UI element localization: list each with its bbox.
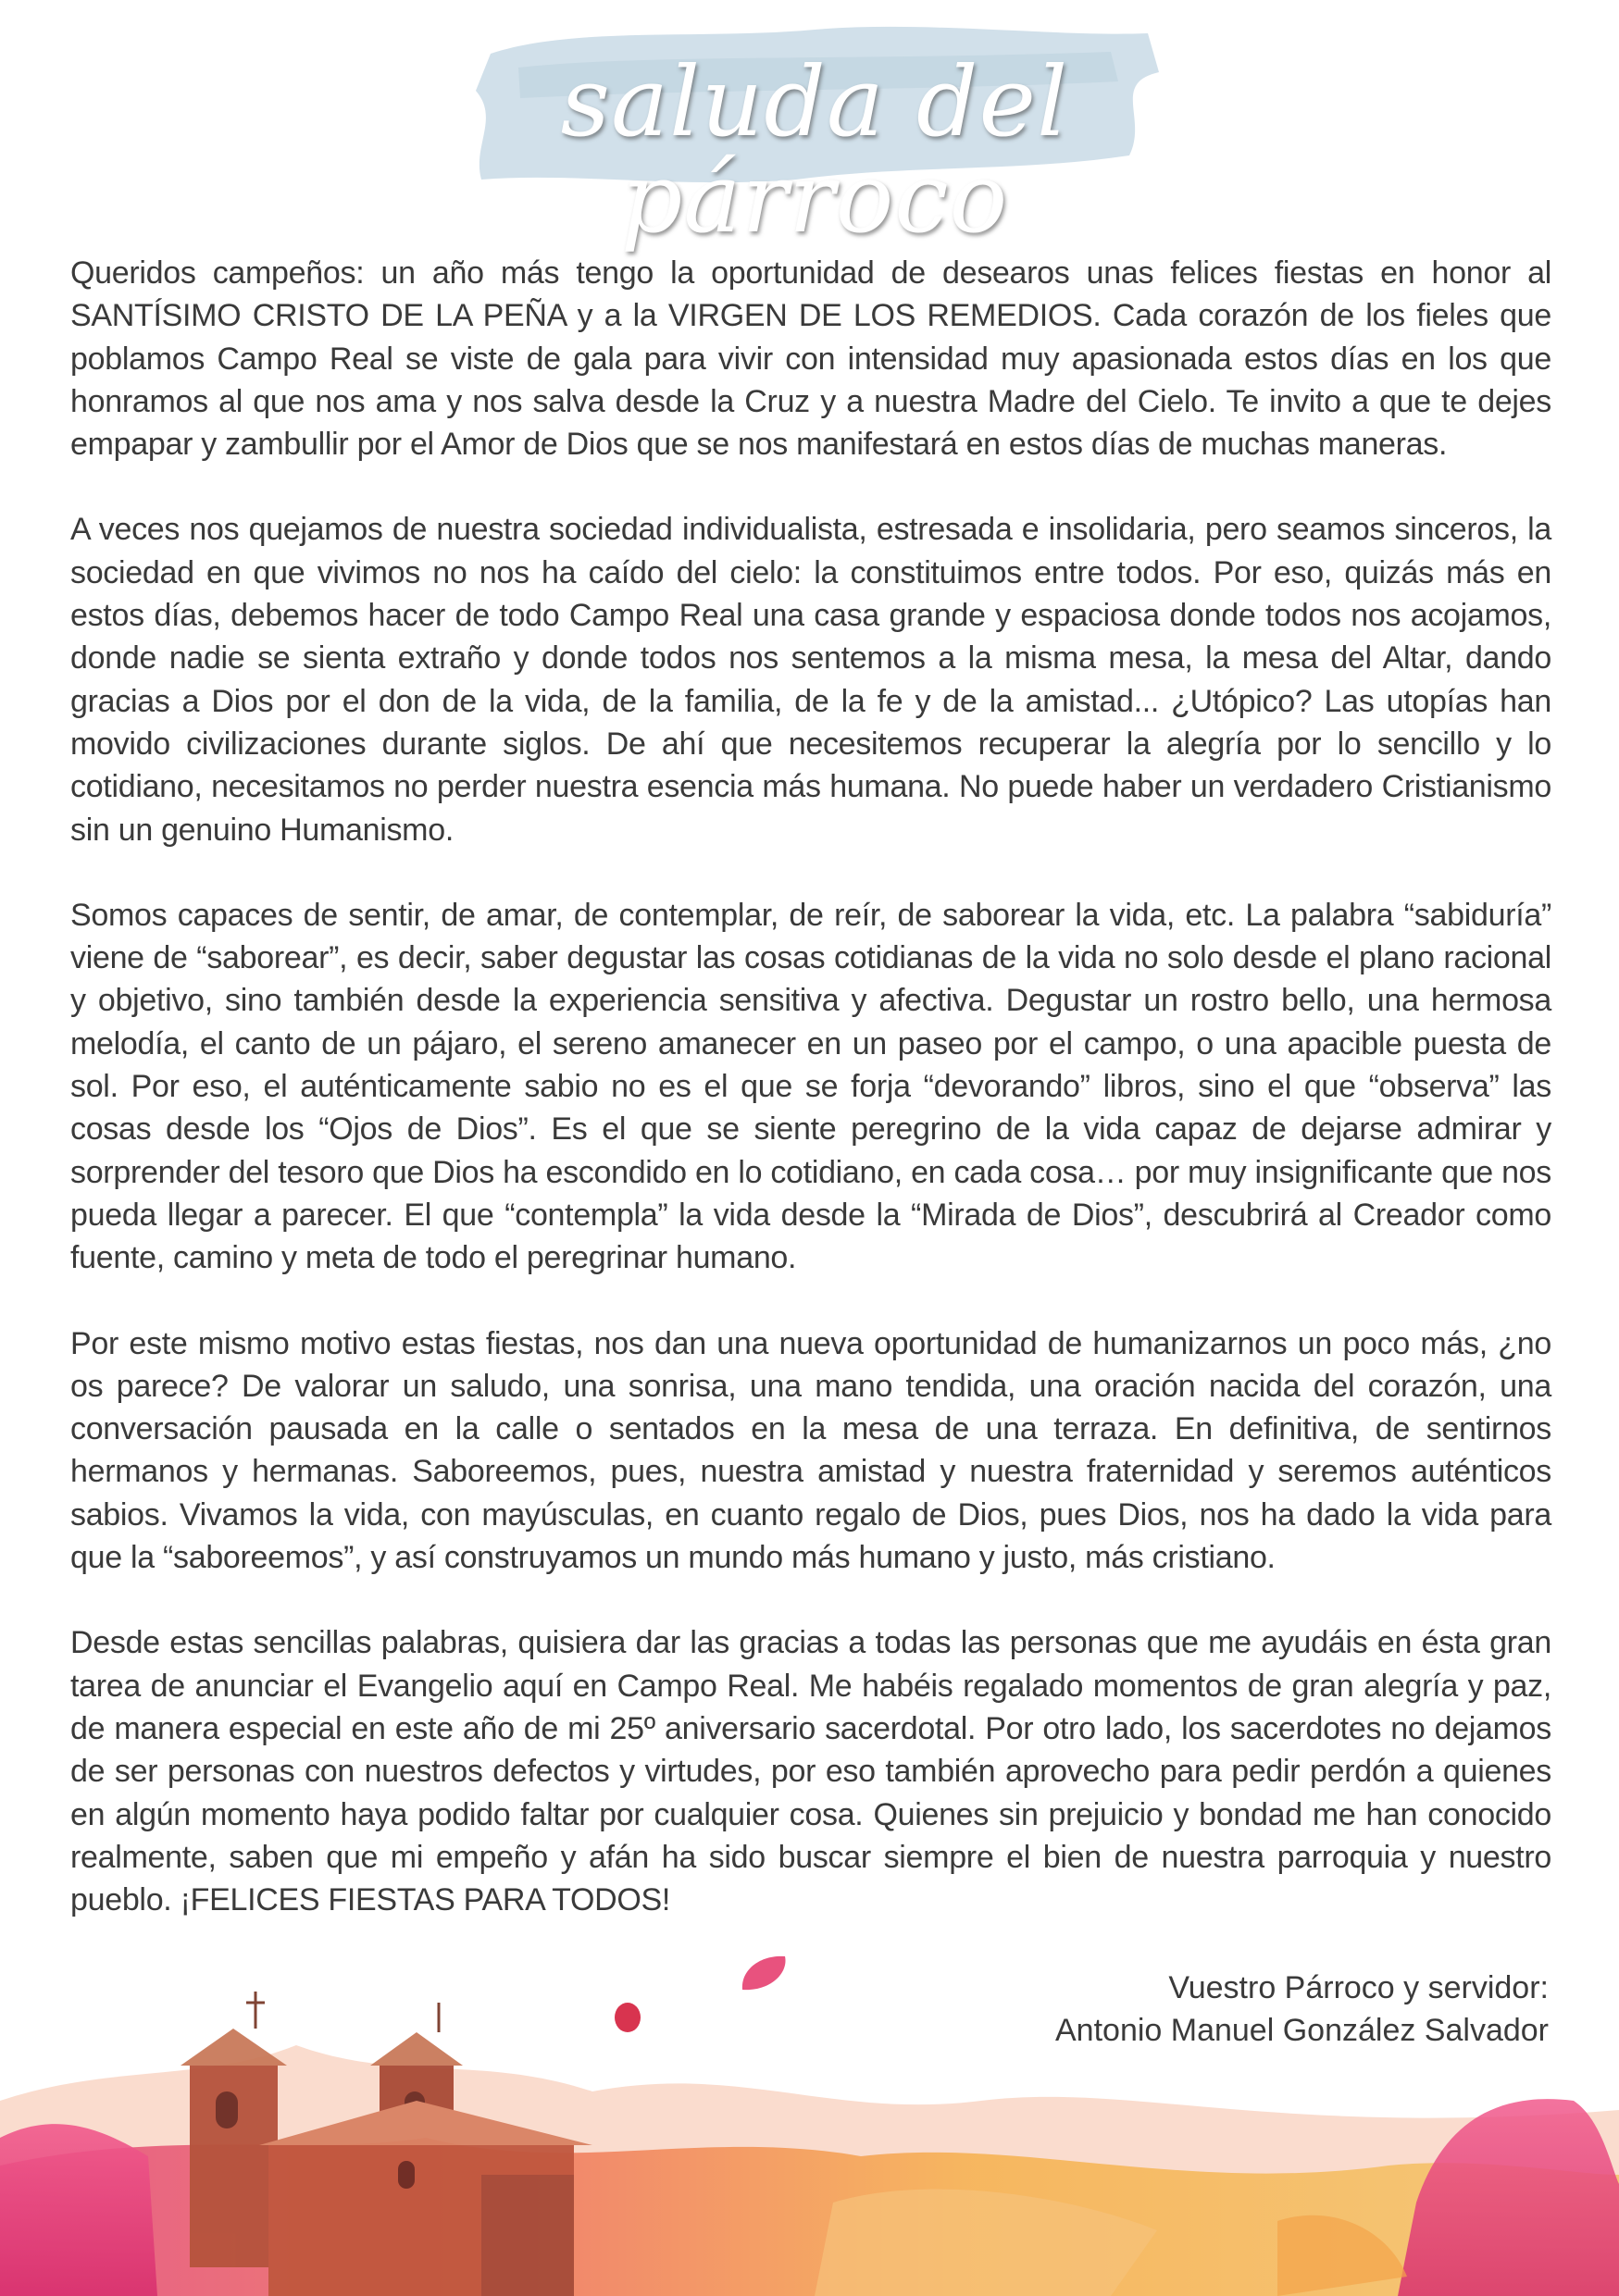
paragraph-4: Por este mismo motivo estas fiestas, nos dan una nueva oportunidad de humanizarnos un poco más, ¿no os parece? De valorar un saludo, una sonrisa, una mano tendida, una oración nacida del corazón, una conversación pausada en la calle o sentados en la mesa de una terraza. En definitiva, de sentirnos hermanos y hermanas. Saboreemos, pues, nuestra amistad y nuestra fraternidad y seremos auténticos sabios. Vivamos la vida, con mayúsculas, en cuanto regalo de Dios, pues Dios, nos ha dado la vida para que la “saboreemos”, y así construyamos un mundo más humano y justo, más cristiano. — [70, 1325, 1551, 1576]
paragraph-3: Somos capaces de sentir, de amar, de contemplar, de reír, de saborear la vida, etc. La palabra “sabiduría” viene de “saborear”, es decir, saber degustar las cosas cotidianas de la vida no solo desde el plano racional y objetivo, sino también desde la experiencia sensitiva y afectiva. Degustar un rostro bello, una hermosa melodía, el canto de un pájaro, el sereno amanecer en un paseo por el campo, o una apacible puesta de sol. Por eso, el auténticamente sabio no es el que se forja “devorando” libros, sino el que “observa” las cosas desde los “Ojos de Dios”. Es el que se siente peregrino de la vida capaz de dejarse admirar y sorprender del tesoro que Dios ha escondido en lo cotidiano, en cada cosa… por muy insignificante que nos pueda llegar a parecer. El que “contempla” la vida desde la “Mirada de Dios”, descubrirá al Creador como fuente, camino y meta de todo el peregrinar humano. — [70, 897, 1551, 1276]
signature-line-2: Antonio Manuel González Salvador — [1055, 2013, 1549, 2048]
page-title: saluda del párroco — [560, 45, 1069, 254]
paragraph-1: Queridos campeños: un año más tengo la oportunidad de desearos unas felices fiestas en honor al SANTÍSIMO CRISTO DE LA PEÑA y a la VIRGEN DE LOS REMEDIOS. Cada corazón de los fieles que poblamos Campo Real se viste de gala para vivir con intensidad muy apasionada estos días en los que honramos al que nos ama y nos salva desde la Cruz y a nuestra Madre del Cielo. Te invito a que te dejes empapar y zambullir por el Amor de Dios que se nos manifestará en estos días de muchas maneras. — [70, 255, 1551, 463]
paragraph-5: Desde estas sencillas palabras, quisiera dar las gracias a todas las personas que me ayudáis en ésta gran tarea de anunciar el Evangelio aquí en Campo Real. Me habéis regalado momentos de gran alegría y paz, de manera especial en este año de mi 25º aniversario sacerdotal. Por otro lado, los sacerdotes no dejamos de ser personas con nuestros defectos y virtudes, por eso también aprovecho para pedir perdón a quienes en algún momento haya podido faltar por cualquier cosa. Quienes sin prejuicio y bondad me han conocido realmente, saben que mi empeño y afán ha sido buscar siempre el bien de nuestra parroquia y nuestro pueblo. ¡FELICES FIESTAS PARA TODOS! — [70, 1625, 1551, 1918]
paragraph-2: A veces nos quejamos de nuestra sociedad individualista, estresada e insolidaria, pero seamos sinceros, la sociedad en que vivimos no nos ha caído del cielo: la constituimos entre todos. Por eso, quizás más en estos días, debemos hacer de todo Campo Real una casa grande y espaciosa donde todos nos acojamos, donde nadie se sienta extraño y donde todos nos sentemos a la misma mesa, la mesa del Altar, dando gracias a Dios por el don de la vida, de la familia, de la fe y de la amistad... ¿Utópico? Las utopías han movido civilizaciones durante siglos. De ahí que necesitemos recuperar la alegría por lo sencillo y lo cotidiano, necesitamos no perder nuestra esencia más humana. No puede haber un verdadero Cristianismo sin un genuino Humanismo. — [70, 512, 1551, 848]
letter-body — [70, 252, 1551, 1964]
church-building — [181, 1992, 592, 2296]
church-watercolor-illustration — [0, 1925, 1619, 2296]
signature-line-1: Vuestro Párroco y servidor: — [1168, 1970, 1549, 2005]
